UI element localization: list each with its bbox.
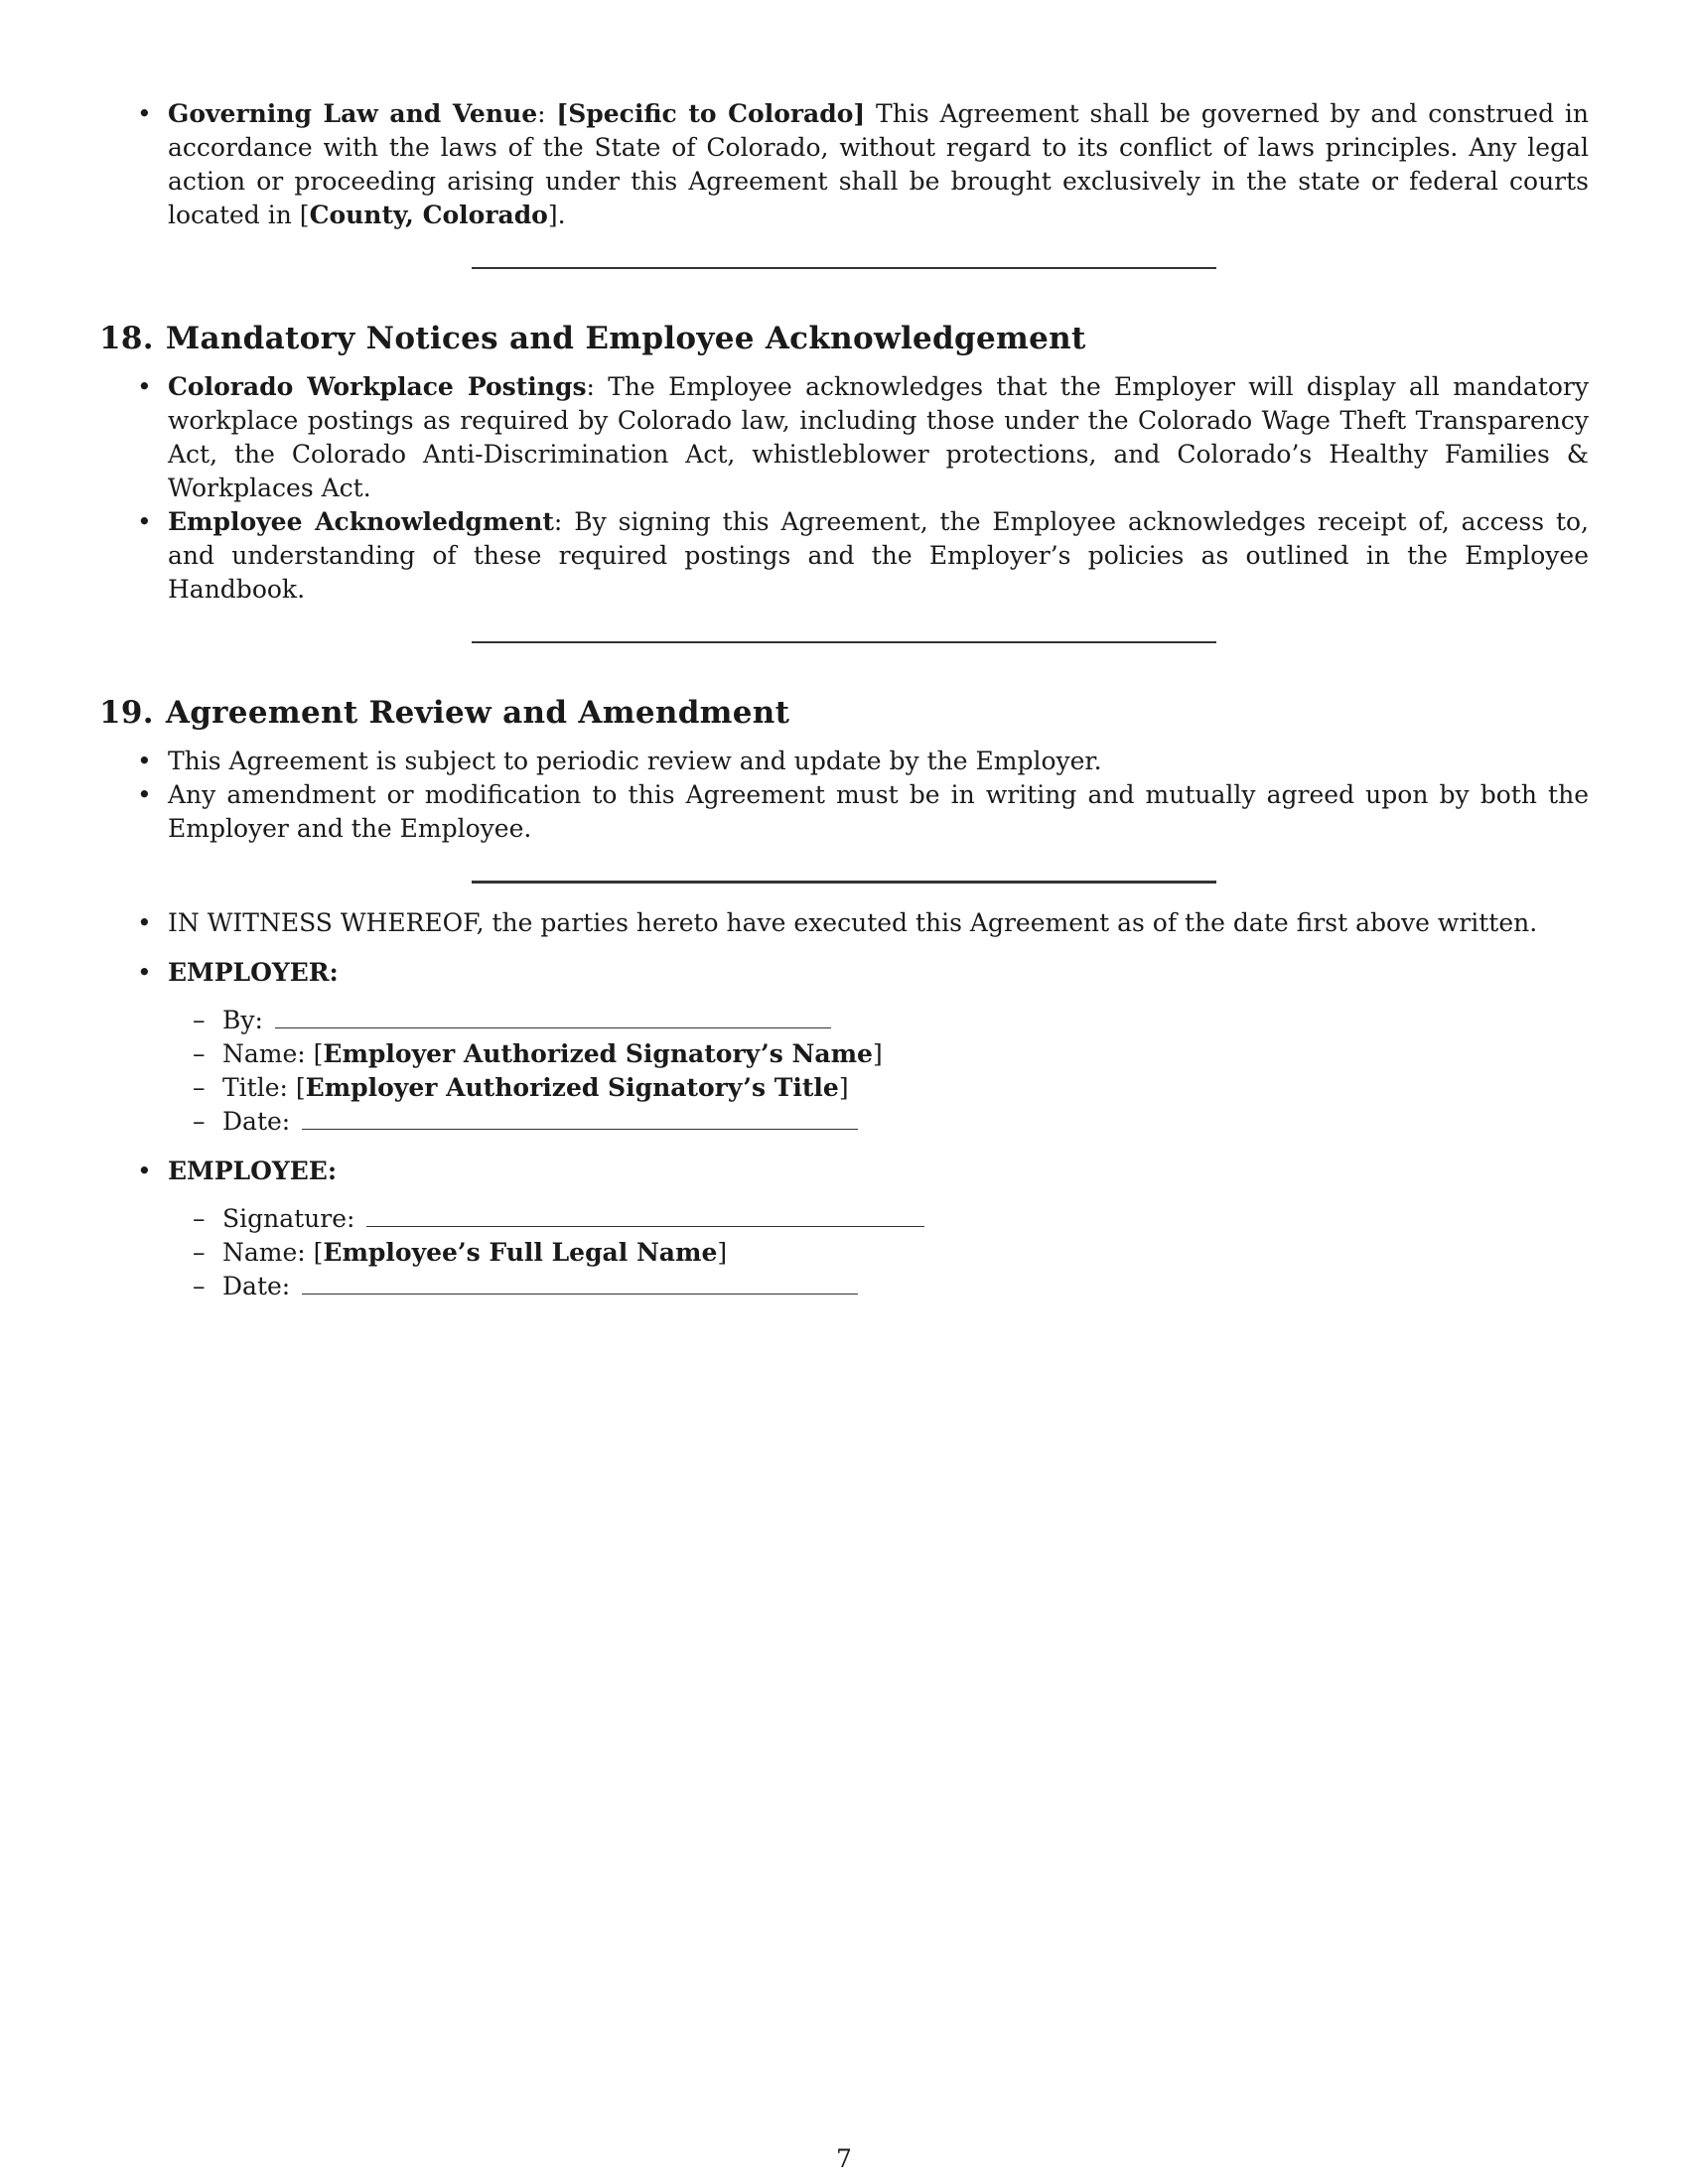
page-number: 7	[836, 2144, 852, 2173]
name-label: Name:	[222, 1238, 306, 1267]
employer-title-placeholder: Employer Authorized Signatory’s Title	[305, 1073, 839, 1102]
section-divider	[472, 641, 1216, 643]
employer-signature-line[interactable]	[275, 1006, 831, 1028]
witness-statement: • IN WITNESS WHEREOF, the parties hereto have executed this Agreement as of the date first above written.	[99, 906, 1589, 940]
governing-law-item	[99, 97, 1589, 232]
employee-date-line	[163, 1270, 1589, 1303]
section-18-title: Mandatory Notices and Employee Acknowledgement	[165, 321, 1086, 356]
employee-fields	[168, 1202, 1589, 1303]
employer-date-field[interactable]	[302, 1107, 858, 1130]
section-18-heading	[99, 321, 1589, 356]
section-divider	[472, 881, 1216, 884]
governing-colon: :	[537, 99, 546, 128]
placeholder-open: [	[299, 201, 310, 229]
county-placeholder: County, Colorado	[309, 201, 548, 229]
section-19-title: Agreement Review and Amendment	[165, 695, 790, 731]
employee-name-placeholder: Employee’s Full Legal Name	[323, 1238, 718, 1267]
employee-name-line: – Name: [Employee’s Full Legal Name]	[163, 1236, 1589, 1270]
date-label: Date:	[222, 1272, 291, 1300]
by-label: By:	[222, 1006, 263, 1034]
section-18-list	[99, 370, 1589, 607]
list-item: • This Agreement is subject to periodic review and update by the Employer.	[99, 745, 1589, 778]
list-item: • Any amendment or modification to this Agreement must be in writing and mutually agreed upon by both the Employer and the Employee.	[99, 778, 1589, 846]
section-19-list	[99, 745, 1589, 846]
document-page	[99, 97, 1589, 1303]
workplace-postings-text: : The Employee acknowledges that the Employer will display all mandatory workplace postings as required by Colorado law, including those under the Colorado Wage Theft Transparency Act, the Colorado Anti-Discrimination Act, whistleblower protections, and Colorado’s Healthy Families & Workplaces Act.	[168, 372, 1589, 502]
date-label: Date:	[222, 1107, 291, 1136]
list-item	[99, 370, 1589, 505]
employer-date-line	[163, 1105, 1589, 1139]
signature-block	[99, 906, 1589, 1303]
employer-block	[99, 956, 1589, 1139]
employer-title-line: – Title: [Employer Authorized Signatory’s Title]	[163, 1071, 1589, 1105]
workplace-postings-label: Colorado Workplace Postings	[168, 372, 587, 401]
employer-heading: EMPLOYER:	[168, 958, 339, 987]
employer-fields	[168, 1004, 1589, 1139]
section-19-heading	[99, 695, 1589, 731]
section-18-number: 18.	[99, 321, 154, 356]
employee-signature-line	[163, 1202, 1589, 1236]
employer-name-placeholder: Employer Authorized Signatory’s Name	[323, 1039, 873, 1068]
title-label: Title:	[222, 1073, 288, 1102]
section-19-number: 19.	[99, 695, 154, 731]
employee-signature-field[interactable]	[366, 1204, 924, 1227]
employee-heading: EMPLOYEE:	[168, 1157, 338, 1185]
employee-block	[99, 1155, 1589, 1303]
signature-label: Signature:	[222, 1204, 355, 1233]
employer-name-line: – Name: [Employer Authorized Signatory’s Name]	[163, 1037, 1589, 1071]
governing-tag: [Specific to Colorado]	[556, 99, 866, 128]
list-item	[99, 505, 1589, 607]
employee-date-field[interactable]	[302, 1272, 858, 1295]
employee-acknowledgment-label: Employee Acknowledgment	[168, 507, 554, 536]
governing-list	[99, 97, 1589, 232]
governing-law-label: Governing Law and Venue	[168, 99, 538, 128]
section-divider	[472, 267, 1216, 269]
name-label: Name:	[222, 1039, 306, 1068]
employer-by-line	[163, 1004, 1589, 1037]
governing-text: This Agreement shall be governed by and construed in accordance with the laws of the State of Colorado, without regard to its conflict of laws principles. Any legal action or proceeding arising under this Agreement shall be brought exclusively in the state or federal courts located in	[168, 99, 1589, 229]
placeholder-close: ].	[547, 201, 566, 229]
employee-acknowledgment-text: : By signing this Agreement, the Employee acknowledges receipt of, access to, and understanding of these required postings and the Employer’s policies as outlined in the Employee Handbook.	[168, 507, 1589, 604]
